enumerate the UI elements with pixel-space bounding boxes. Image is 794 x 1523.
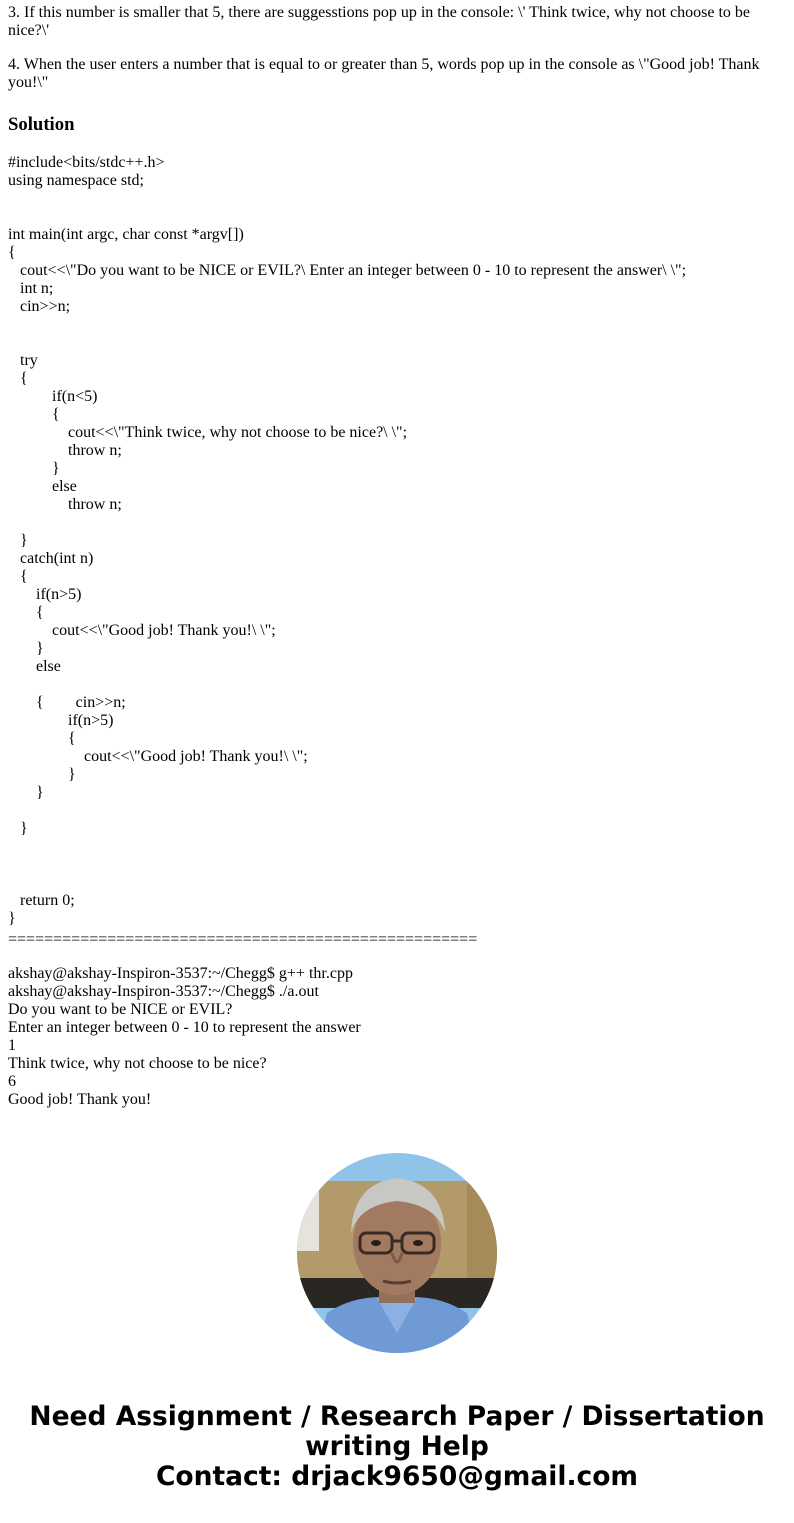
console-line: Think twice, why not choose to be nice? — [8, 1055, 267, 1072]
code-line: try — [8, 352, 38, 369]
code-line: { — [8, 604, 44, 621]
code-line — [8, 838, 686, 856]
code-line: } — [8, 532, 28, 549]
code-block — [8, 154, 686, 928]
code-line: } — [8, 640, 44, 657]
console-line: 6 — [8, 1073, 16, 1090]
code-line: using namespace std; — [8, 172, 144, 189]
code-line: } — [8, 784, 44, 801]
code-line: } — [8, 910, 16, 927]
code-line: if(n>5) — [8, 586, 82, 603]
question-item-4: 4. When the user enters a number that is equal to or greater than 5, words pop up in the console as \"Good job! Thank you!\" — [8, 56, 760, 91]
footer-contact-banner — [0, 1402, 794, 1492]
code-line — [8, 190, 686, 208]
solution-heading: Solution — [8, 114, 75, 135]
code-line — [8, 802, 686, 820]
code-line: } — [8, 820, 28, 837]
code-line: throw n; — [8, 442, 122, 459]
avatar — [297, 1153, 497, 1353]
code-line — [8, 316, 686, 334]
code-line: catch(int n) — [8, 550, 94, 567]
code-line: cout<<\"Good job! Thank you!\ \"; — [8, 748, 308, 765]
code-line: } — [8, 460, 60, 477]
code-line: { cin>>n; — [8, 694, 126, 711]
code-line: int main(int argc, char const *argv[]) — [8, 226, 244, 243]
code-line: else — [8, 478, 77, 495]
footer-line-1: Need Assignment / Research Paper / Dissertation — [29, 1401, 765, 1432]
code-line: cout<<\"Good job! Thank you!\ \"; — [8, 622, 276, 639]
code-line: cin>>n; — [8, 298, 71, 315]
footer-contact-email: Contact: drjack9650@gmail.com — [155, 1461, 639, 1492]
console-line: akshay@akshay-Inspiron-3537:~/Chegg$ g++ thr.cpp — [8, 965, 353, 982]
code-line: cout<<\"Do you want to be NICE or EVIL?\ Enter an integer between 0 - 10 to represent the answer\ \"; — [8, 262, 687, 279]
code-line: int n; — [8, 280, 54, 297]
console-line: Good job! Thank you! — [8, 1091, 152, 1108]
code-line: throw n; — [8, 496, 122, 513]
code-line: { — [8, 406, 60, 423]
code-line: { — [8, 730, 76, 747]
code-line — [8, 676, 686, 694]
separator-line: ==================================================== — [8, 931, 478, 948]
question-item-3: 3. If this number is smaller that 5, there are suggesstions pop up in the console: \' Think twice, why not choose to be nice?\' — [8, 4, 751, 39]
console-line: akshay@akshay-Inspiron-3537:~/Chegg$ ./a.out — [8, 983, 319, 1000]
code-line: if(n>5) — [8, 712, 114, 729]
console-line: Enter an integer between 0 - 10 to represent the answer — [8, 1019, 361, 1036]
code-line: { — [8, 568, 28, 585]
person-photo-icon — [297, 1153, 497, 1353]
code-line: { — [8, 370, 28, 387]
console-line: 1 — [8, 1037, 16, 1054]
code-line — [8, 856, 686, 874]
console-line: Do you want to be NICE or EVIL? — [8, 1001, 233, 1018]
code-line — [8, 874, 686, 892]
document-body — [8, 4, 778, 1108]
footer-line-2: writing Help — [305, 1431, 489, 1462]
console-output — [8, 965, 361, 1109]
code-line: } — [8, 766, 76, 783]
code-line — [8, 334, 686, 352]
code-line: else — [8, 658, 61, 675]
code-line: return 0; — [8, 892, 75, 909]
code-line: cout<<\"Think twice, why not choose to be nice?\ \"; — [8, 424, 408, 441]
code-line: { — [8, 244, 16, 261]
code-line — [8, 514, 686, 532]
code-line — [8, 208, 686, 226]
code-line: #include<bits/stdc++.h> — [8, 154, 165, 171]
code-line: if(n<5) — [8, 388, 98, 405]
